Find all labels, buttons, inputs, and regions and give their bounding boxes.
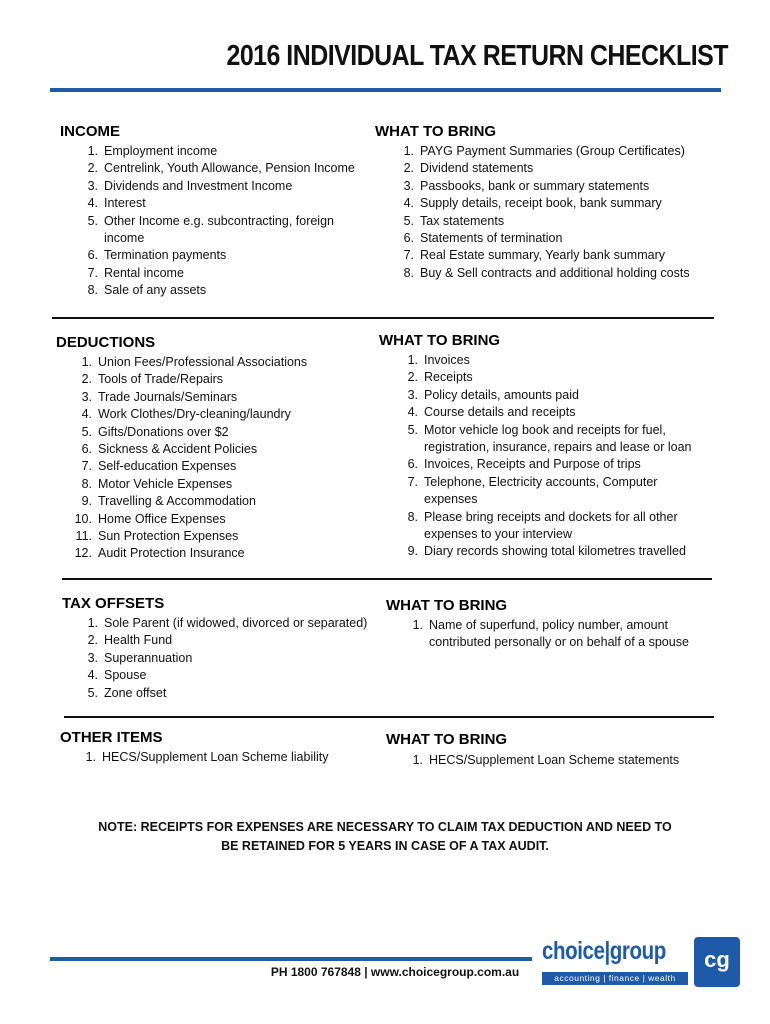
other-items-bring-heading: WHAT TO BRING [386, 731, 508, 748]
list-item-number: 8. [403, 265, 414, 280]
list-item-text: Interest [104, 196, 146, 211]
list-item-text: Tools of Trade/Repairs [98, 372, 224, 387]
deductions-bring-heading: WHAT TO BRING [379, 332, 501, 349]
list-item-text: Policy details, amounts paid [424, 387, 579, 402]
list-item [396, 143, 696, 160]
list-item [80, 615, 385, 632]
list-item [74, 511, 374, 528]
list-item [80, 247, 370, 264]
list-item-number: 1. [81, 355, 92, 369]
logo-tagline: accounting | finance | wealth [542, 972, 688, 985]
title-divider [50, 88, 721, 92]
list-item-text: Self-education Expenses [98, 459, 237, 474]
list-item-number: 4. [403, 196, 414, 211]
list-item [80, 685, 385, 702]
other-items-list [78, 749, 378, 766]
list-item-text: Supply details, receipt book, bank summary [420, 196, 662, 211]
list-item-text: Sale of any assets [104, 283, 207, 298]
list-item [74, 371, 374, 388]
list-item-text: Dividends and Investment Income [104, 178, 293, 193]
list-item-number: 10. [74, 511, 92, 526]
list-item [400, 474, 705, 509]
note-line-2: BE RETAINED FOR 5 YEARS IN CASE OF A TAX AUDIT. [221, 839, 549, 853]
list-item-text: Passbooks, bank or summary statements [420, 178, 650, 193]
list-item-number: 2. [81, 372, 92, 387]
section-divider [64, 716, 714, 718]
list-item-number: 7. [403, 248, 414, 263]
list-item-number: 3. [87, 178, 98, 193]
list-item [400, 422, 705, 457]
list-item-number: 4. [81, 407, 92, 422]
list-item [396, 213, 696, 230]
list-item [396, 230, 696, 247]
list-item-number: 2. [87, 633, 98, 648]
section-divider [62, 578, 712, 580]
list-item-number: 3. [87, 650, 98, 665]
list-item-number: 1. [412, 753, 423, 767]
list-item-number: 3. [81, 389, 92, 404]
list-item-number: 4. [407, 405, 418, 420]
list-item [74, 493, 374, 510]
list-item [80, 143, 370, 160]
tax-offsets-list [80, 615, 385, 702]
list-item-number: 1. [412, 618, 423, 632]
list-item-number: 2. [403, 161, 414, 176]
list-item-number: 3. [403, 178, 414, 193]
list-item-number: 1. [87, 616, 98, 630]
note-line-1: NOTE: RECEIPTS FOR EXPENSES ARE NECESSARY TO CLAIM TAX DEDUCTION AND NEED TO [98, 820, 672, 834]
footer-contact: PH 1800 767848 | www.choicegroup.com.au [270, 965, 520, 979]
deductions-heading: DEDUCTIONS [56, 334, 156, 351]
list-item [80, 195, 370, 212]
page-title: 2016 INDIVIDUAL TAX RETURN CHECKLIST [226, 40, 728, 72]
list-item-text: Sole Parent (if widowed, divorced or separated) [104, 616, 368, 630]
choice-group-logo [542, 937, 742, 989]
list-item-number: 1. [407, 353, 418, 367]
other-items-heading: OTHER ITEMS [60, 729, 163, 746]
list-item-text: Other Income e.g. subcontracting, foreign income [104, 213, 334, 246]
list-item-number: 9. [81, 494, 92, 509]
list-item-text: Sun Protection Expenses [98, 529, 239, 544]
list-item [400, 456, 705, 473]
list-item-number: 5. [403, 213, 414, 228]
list-item-text: Centrelink, Youth Allowance, Pension Income [104, 161, 355, 176]
list-item-number: 5. [407, 422, 418, 437]
list-item-text: Statements of termination [420, 231, 563, 246]
list-item [74, 424, 374, 441]
list-item-text: Motor vehicle log book and receipts for fuel, registration, insurance, repairs and lease or loan [424, 422, 692, 455]
logo-badge: cg [694, 937, 740, 987]
list-item-text: Invoices [424, 353, 470, 367]
list-item [400, 352, 705, 369]
list-item-text: Termination payments [104, 248, 227, 263]
other-items-bring-list [405, 752, 710, 769]
list-item-text: Gifts/Donations over $2 [98, 424, 229, 439]
list-item [396, 247, 696, 264]
income-bring-heading: WHAT TO BRING [375, 123, 497, 140]
list-item [400, 369, 705, 386]
list-item-number: 2. [407, 370, 418, 385]
list-item-number: 7. [87, 265, 98, 280]
list-item-number: 7. [81, 459, 92, 474]
list-item-text: Course details and receipts [424, 405, 576, 420]
income-bring-list [396, 143, 696, 282]
deductions-bring-list [400, 352, 705, 561]
list-item [80, 213, 370, 248]
tax-offsets-bring-heading: WHAT TO BRING [386, 597, 508, 614]
list-item [74, 441, 374, 458]
list-item-number: 2. [87, 161, 98, 176]
list-item-number: 4. [87, 196, 98, 211]
list-item-text: Home Office Expenses [98, 511, 226, 526]
list-item-number: 8. [87, 283, 98, 298]
list-item-number: 4. [87, 668, 98, 683]
list-item-text: Zone offset [104, 685, 167, 700]
list-item-text: Invoices, Receipts and Purpose of trips [424, 457, 641, 472]
list-item-number: 9. [407, 544, 418, 559]
list-item-text: Please bring receipts and dockets for all other expenses to your interview [424, 509, 678, 542]
list-item-number: 3. [407, 387, 418, 402]
list-item-text: Trade Journals/Seminars [98, 389, 238, 404]
list-item [80, 178, 370, 195]
list-item-text: Union Fees/Professional Associations [98, 355, 308, 369]
list-item-number: 5. [87, 685, 98, 700]
list-item-number: 6. [403, 231, 414, 246]
income-heading: INCOME [60, 123, 120, 140]
logo-wordmark: choice|group [542, 937, 666, 965]
list-item-number: 1. [403, 144, 414, 158]
list-item-number: 1. [87, 144, 98, 158]
list-item [405, 617, 710, 652]
list-item-text: Employment income [104, 144, 218, 158]
list-item-text: HECS/Supplement Loan Scheme statements [429, 753, 680, 767]
list-item [400, 543, 705, 560]
list-item-number: 12. [74, 546, 92, 561]
list-item [80, 160, 370, 177]
list-item [396, 265, 696, 282]
list-item [80, 632, 385, 649]
list-item-text: HECS/Supplement Loan Scheme liability [102, 750, 329, 764]
list-item-text: Rental income [104, 265, 184, 280]
list-item [396, 160, 696, 177]
list-item-text: Travelling & Accommodation [98, 494, 256, 509]
list-item-number: 1. [85, 750, 96, 764]
list-item [74, 458, 374, 475]
list-item-text: PAYG Payment Summaries (Group Certificates) [420, 144, 685, 158]
list-item-text: Tax statements [420, 213, 505, 228]
list-item [396, 195, 696, 212]
list-item-text: Buy & Sell contracts and additional holding costs [420, 265, 690, 280]
section-divider [52, 317, 714, 319]
list-item [80, 265, 370, 282]
list-item-number: 6. [87, 248, 98, 263]
list-item-text: Audit Protection Insurance [98, 546, 245, 561]
list-item [74, 354, 374, 371]
list-item [74, 406, 374, 423]
tax-offsets-bring-list [405, 617, 710, 652]
list-item [74, 528, 374, 545]
list-item-text: Diary records showing total kilometres travelled [424, 544, 686, 559]
list-item [405, 752, 710, 769]
list-item [74, 389, 374, 406]
list-item-number: 6. [81, 442, 92, 457]
list-item [80, 282, 370, 299]
list-item-number: 8. [407, 509, 418, 524]
list-item-text: Work Clothes/Dry-cleaning/laundry [98, 407, 291, 422]
list-item-number: 6. [407, 457, 418, 472]
list-item [74, 476, 374, 493]
list-item [80, 667, 385, 684]
list-item-text: Name of superfund, policy number, amount contributed personally or on behalf of a spouse [429, 618, 689, 650]
list-item [400, 509, 705, 544]
list-item [78, 749, 378, 766]
list-item [80, 650, 385, 667]
list-item-number: 7. [407, 474, 418, 489]
list-item-text: Sickness & Accident Policies [98, 442, 258, 457]
list-item [400, 387, 705, 404]
list-item-number: 5. [81, 424, 92, 439]
list-item-text: Superannuation [104, 650, 193, 665]
receipts-note [70, 818, 700, 856]
list-item-number: 5. [87, 213, 98, 228]
list-item-text: Health Fund [104, 633, 173, 648]
list-item-number: 8. [81, 476, 92, 491]
list-item-number: 11. [75, 529, 92, 544]
tax-offsets-heading: TAX OFFSETS [62, 595, 165, 612]
list-item-text: Receipts [424, 370, 473, 385]
list-item-text: Dividend statements [420, 161, 534, 176]
list-item-text: Spouse [104, 668, 147, 683]
footer-divider [50, 957, 532, 961]
list-item-text: Motor Vehicle Expenses [98, 476, 233, 491]
list-item [400, 404, 705, 421]
list-item [74, 545, 374, 562]
deductions-list [74, 354, 374, 563]
list-item-text: Real Estate summary, Yearly bank summary [420, 248, 666, 263]
list-item-text: Telephone, Electricity accounts, Computer expenses [424, 474, 658, 507]
income-list [80, 143, 370, 300]
list-item [396, 178, 696, 195]
